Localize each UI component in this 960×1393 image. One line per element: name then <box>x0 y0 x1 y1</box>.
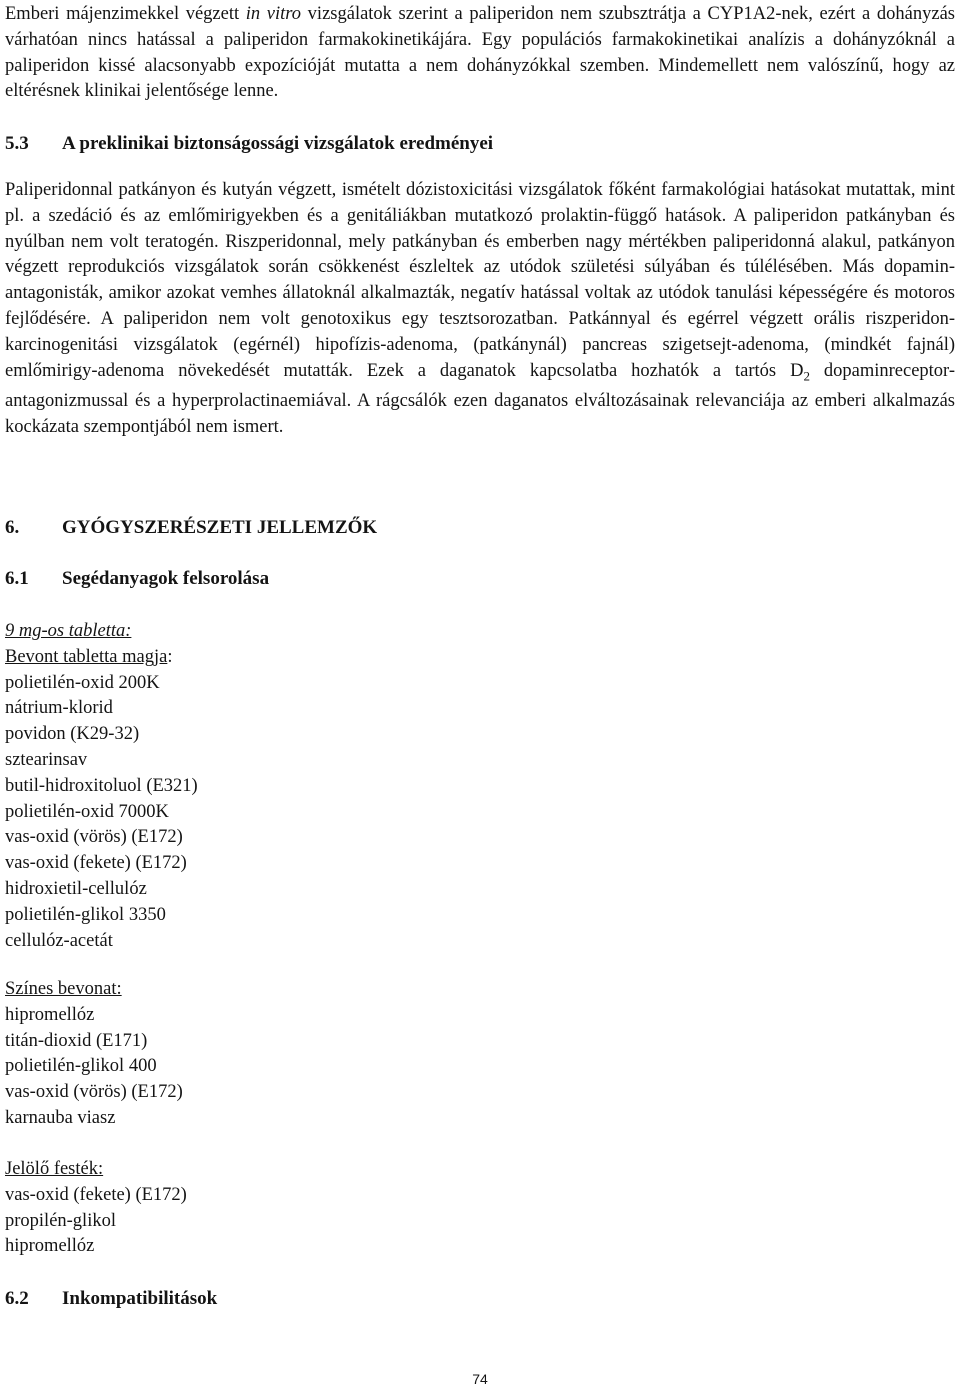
list-item: nátrium-klorid <box>5 698 113 719</box>
list-item: hipromellóz <box>5 1236 95 1257</box>
list-item: cellulóz-acetát <box>5 930 113 951</box>
ink-label: Jelölő festék: <box>5 1159 104 1179</box>
list-item: polietilén-glikol 3350 <box>5 904 166 925</box>
list-item: vas-oxid (fekete) (E172) <box>5 853 187 874</box>
list-item: sztearinsav <box>5 749 88 770</box>
list-item: hidroxietil-cellulóz <box>5 878 147 899</box>
excipient-list-core <box>5 619 198 954</box>
excipient-list-ink <box>5 1157 187 1260</box>
section-6-1-heading <box>5 566 269 592</box>
core-label-colon: : <box>167 646 173 667</box>
page-number: 74 <box>472 1371 488 1387</box>
preclinical-text: Paliperidonnal patkányon és kutyán végzett, ismételt dózistoxicitási vizsgálatok főként farmakológiai hatásokat mutattak, mint pl. a szedáció és az emlőmirigyekben és a genitáliákban mutatkozó prolaktin-függő hatások. A paliperidon patkányban és nyúlban nem volt teratogén. Riszperidonnal, mely patkányban és emberben nagy mértékben paliperidonná alakul, patkányon végzett reprodukciós vizsgálatok során csökkenést észleltek az utódok születési súlyában és túlélésében. Más dopamin-antagonisták, amikor azokat vemhes állatoknál alkalmazták, negatív hatással voltak az utódok tanulási képességére és motoros fejlődésére. A paliperidon nem volt genotoxikus egy tesztsorozatban. Patkánnyal és egérrel végzett orális riszperidon-karcinogenitási vizsgálatok (egérnél) hipofízis-adenoma, (patkánynál) pancreas szigetsejt-adenoma, (mindkét fajnál) emlőmirigy-adenoma növekedését mutatták. Ezek a daganatok kapcsolatba hozhatók a tartós D <box>5 180 955 381</box>
intro-text-start: Emberi májenzimekkel végzett <box>5 4 246 24</box>
coating-label: Színes bevonat: <box>5 979 122 999</box>
intro-text-rest: vizsgálatok szerint a paliperidon nem szubsztrátja a CYP1A2-nek, ezért a dohányzás várhatóan nincs hatással a paliperidon farmakokinetikájára. Egy populációs farmakokinetikai analízis a dohányzóknál a paliperidon kissé alacsonyabb expozícióját mutatta a nem dohányzókkal szemben. Mindemellett nem valószínű, hogy az eltérésnek klinikai jelentősége lenne. <box>5 4 955 102</box>
section-title: A preklinikai biztonságossági vizsgálatok eredményei <box>62 133 494 154</box>
subscript-2: 2 <box>803 368 810 384</box>
preclinical-text-end: dopaminreceptor-antagonizmussal és a hyperprolactinaemiával. A rágcsálók ezen daganatos elváltozásainak relevanciája az emberi alkalmazás kockázata szempontjából nem ismert. <box>5 360 955 437</box>
section-title: Inkompatibilitások <box>62 1288 218 1309</box>
tablet-strength-label: 9 mg-os tabletta: <box>5 621 132 641</box>
intro-paragraph <box>5 2 955 105</box>
list-item: polietilén-glikol 400 <box>5 1056 157 1077</box>
list-item: vas-oxid (vörös) (E172) <box>5 827 183 848</box>
list-item: vas-oxid (vörös) (E172) <box>5 1082 183 1103</box>
section-number: 5.3 <box>5 133 29 154</box>
list-item: propilén-glikol <box>5 1210 116 1231</box>
section-title: Segédanyagok felsorolása <box>62 568 270 589</box>
section-number: 6. <box>5 517 20 538</box>
list-item: butil-hidroxitoluol (E321) <box>5 775 198 796</box>
section-6-heading <box>5 515 377 541</box>
list-item: povidon (K29-32) <box>5 724 140 745</box>
list-item: vas-oxid (fekete) (E172) <box>5 1184 187 1205</box>
section-6-2-heading <box>5 1286 217 1312</box>
list-item: karnauba viasz <box>5 1107 116 1128</box>
section-5-3-paragraph <box>5 178 955 441</box>
section-number: 6.2 <box>5 1288 29 1309</box>
list-item: titán-dioxid (E171) <box>5 1030 148 1051</box>
core-label <box>5 645 198 671</box>
list-item: polietilén-oxid 7000K <box>5 801 169 822</box>
section-title: GYÓGYSZERÉSZETI JELLEMZŐK <box>62 517 378 538</box>
excipient-list-coating <box>5 977 183 1132</box>
section-number: 6.1 <box>5 568 29 589</box>
list-item: hipromellóz <box>5 1004 95 1025</box>
core-label-text: Bevont tabletta magja <box>5 646 168 667</box>
intro-italic-term: in vitro <box>245 4 302 24</box>
section-5-3-heading <box>5 131 493 157</box>
list-item: polietilén-oxid 200K <box>5 672 160 693</box>
